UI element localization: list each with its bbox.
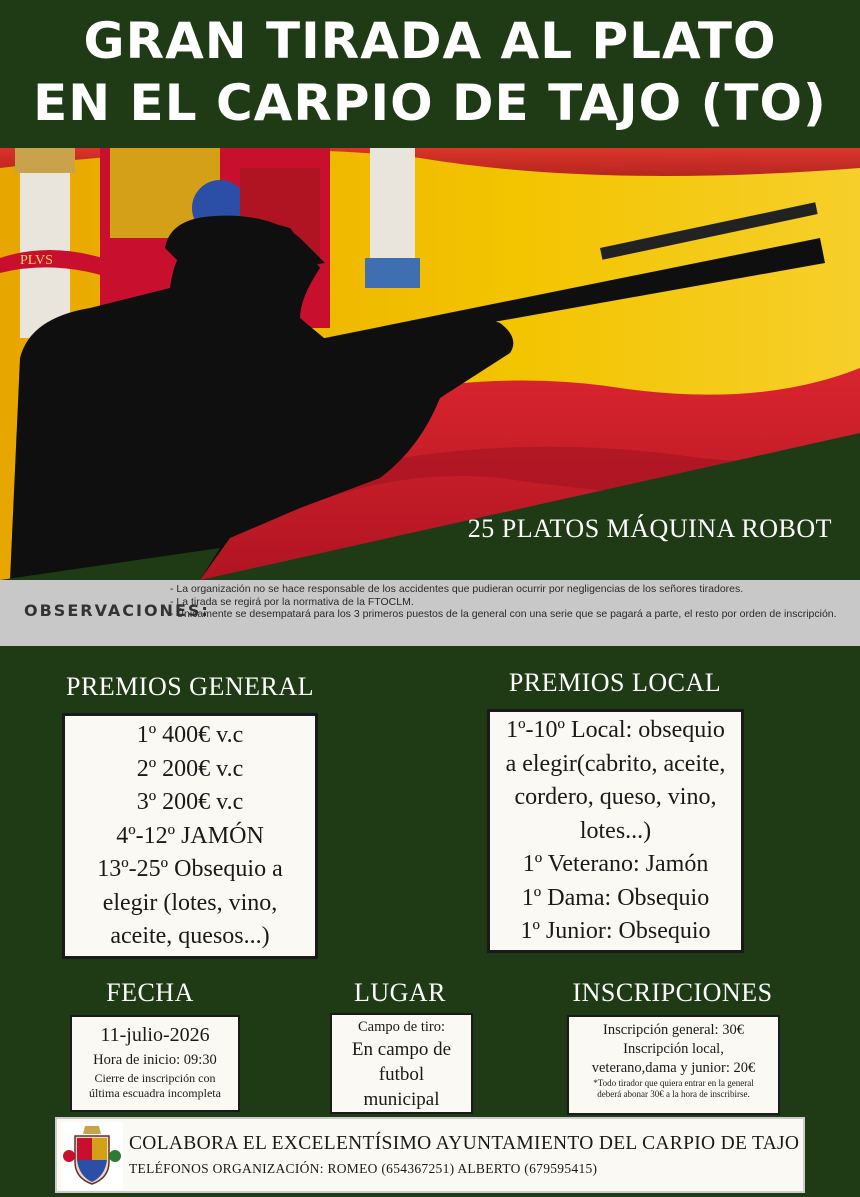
premio-line: elegir (lotes, vino, <box>102 889 278 916</box>
premio-line: 1º Veterano: Jamón <box>522 851 709 877</box>
hero-caption: 25 PLATOS MÁQUINA ROBOT <box>467 514 832 543</box>
hero-image <box>0 148 860 580</box>
fecha-hora: Hora de inicio: 09:30 <box>93 1052 217 1068</box>
lugar-line: futbol <box>378 1064 425 1085</box>
observaciones-item: - Únicamente se desempatará para los 3 primeros puestos de la general con una serie que se pagará a parte, el resto por orden de inscripción. <box>170 608 837 620</box>
observaciones-list <box>170 583 850 621</box>
footer-colabora: COLABORA EL EXCELENTÍSIMO AYUNTAMIENTO DEL CARPIO DE TAJO <box>129 1133 800 1154</box>
premio-line: 1º-10º Local: obsequio <box>506 717 725 743</box>
inscripciones-note: *Todo tirador que quiera entrar en la general <box>593 1078 754 1088</box>
premio-line: 2º 200€ v.c <box>136 755 244 782</box>
premio-line: lotes...) <box>579 817 652 844</box>
premio-line: 3º 200€ v.c <box>136 789 244 815</box>
premios-local-title: PREMIOS LOCAL <box>508 668 722 697</box>
premio-line: 13º-25º Obsequio a <box>97 856 283 882</box>
lugar-title: LUGAR <box>353 978 447 1007</box>
flag-motto: PLVS <box>20 253 53 268</box>
fecha-cierre: Cierre de inscripción con <box>94 1071 216 1085</box>
fecha-date: 11-julio-2026 <box>100 1024 210 1046</box>
premio-line: 4º-12º JAMÓN <box>116 822 264 849</box>
inscripciones-title: INSCRIPCIONES <box>572 978 773 1007</box>
inscripciones-note: deberá abonar 30€ a la hora de inscribirse. <box>597 1089 750 1099</box>
title-line-2: EN EL CARPIO DE TAJO (TO) <box>33 74 827 132</box>
title-line-1: GRAN TIRADA AL PLATO <box>83 12 777 70</box>
observaciones-item: - La organización no se hace responsable de los accidentes que pudieran ocurrir por negligencias de los señores tiradores. <box>170 583 744 595</box>
observaciones-panel <box>0 580 860 646</box>
premio-line: a elegir(cabrito, aceite, <box>505 750 726 777</box>
town-crest-icon <box>61 1122 123 1190</box>
footer-sponsor <box>55 1117 805 1193</box>
fecha-box <box>70 1015 240 1112</box>
premios-local-box <box>487 709 744 953</box>
inscripciones-line: Inscripción local, <box>623 1041 724 1057</box>
lugar-line: Campo de tiro: <box>358 1019 445 1035</box>
premios-general-title: PREMIOS GENERAL <box>65 672 314 701</box>
footer-telefonos: TELÉFONOS ORGANIZACIÓN: ROMEO (654367251) ALBERTO (679595415) <box>129 1161 598 1176</box>
premio-line: 1º Junior: Obsequio <box>520 918 711 944</box>
premios-general-box <box>62 713 318 959</box>
premio-line: 1º Dama: Obsequio <box>521 884 710 911</box>
inscripciones-line: Inscripción general: 30€ <box>603 1022 744 1038</box>
premio-line: aceite, quesos...) <box>110 923 270 949</box>
fecha-title: FECHA <box>106 978 194 1007</box>
inscripciones-line: veterano,dama y junior: 20€ <box>591 1060 756 1076</box>
inscripciones-box <box>567 1015 780 1115</box>
observaciones-item: - La tirada se regirá por la normativa de la FTOCLM. <box>170 595 414 608</box>
lugar-line: En campo de <box>351 1039 452 1060</box>
premio-line: cordero, queso, vino, <box>514 784 717 810</box>
observaciones-title: OBSERVACIONES: <box>24 601 210 620</box>
lugar-line: municipal <box>363 1089 440 1110</box>
fecha-cierre: última escuadra incompleta <box>89 1086 221 1100</box>
lugar-box <box>330 1013 473 1114</box>
header <box>0 0 860 150</box>
premio-line: 1º 400€ v.c <box>136 722 244 748</box>
